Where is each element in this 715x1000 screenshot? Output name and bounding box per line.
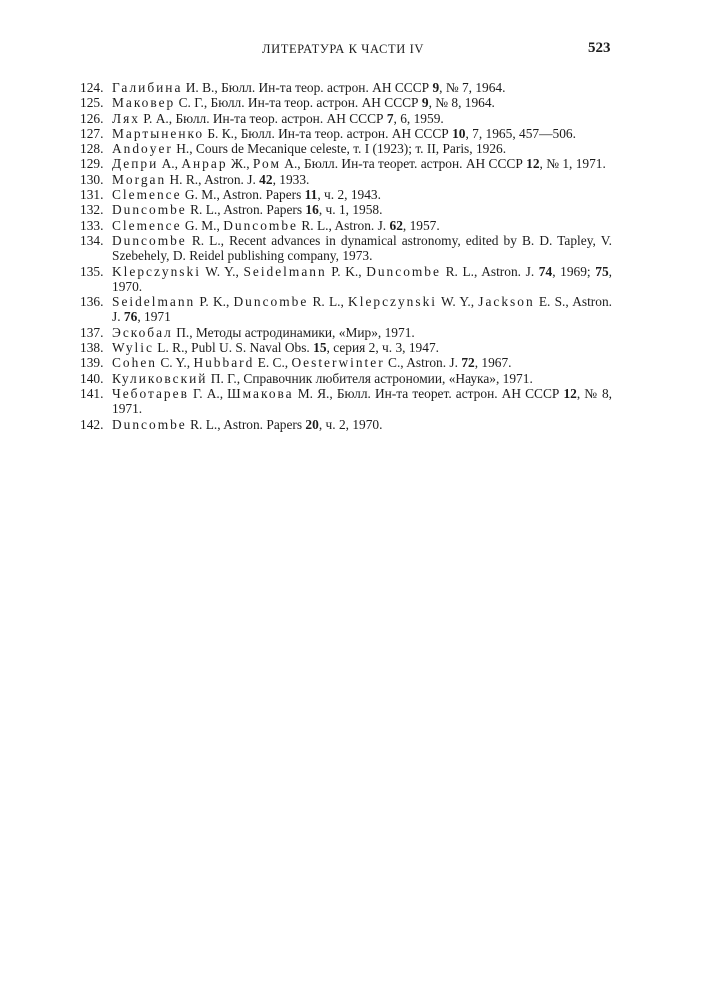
reference-author: Seidelmann [243, 263, 327, 279]
reference-volume: 16 [305, 202, 319, 218]
reference-number: 141. [80, 385, 104, 401]
reference-text: P. K., [195, 294, 234, 310]
reference-volume: 9 [432, 80, 440, 95]
reference-number: 135. [80, 263, 104, 279]
reference-text: W. Y., [200, 263, 244, 279]
page-number: 523 [588, 40, 611, 56]
reference-author: Morgan [112, 171, 167, 187]
reference-text: П., Методы астродинамики, «Мир», 1971. [172, 324, 415, 340]
reference-item [80, 141, 612, 156]
reference-text: , ч. 2, 1943. [317, 187, 381, 203]
reference-text: , 1971 [137, 309, 171, 325]
reference-text: П. Г., Справочник любителя астрономии, «Наука», 1971. [207, 370, 533, 386]
reference-item [80, 95, 612, 110]
reference-author: Andoyer [112, 141, 173, 157]
reference-author: Clemence [112, 187, 182, 203]
running-title: ЛИТЕРАТУРА К ЧАСТИ IV [262, 42, 424, 56]
reference-author: Duncombe [223, 217, 298, 233]
reference-volume: 62 [389, 217, 403, 233]
reference-text: R. L., Astron. J. [297, 217, 390, 233]
reference-text: , № 1, 1971. [539, 156, 606, 172]
reference-number: 128. [80, 141, 104, 157]
reference-text: , 1933. [272, 171, 310, 187]
reference-number: 136. [80, 294, 104, 310]
reference-text: E. S., Astron. J. [112, 294, 612, 325]
reference-volume: 10 [452, 125, 466, 141]
reference-number: 132. [80, 202, 104, 218]
reference-text: H. R., Astron. J. [166, 171, 260, 187]
reference-text: R. L., [308, 294, 349, 310]
reference-text: H., Cours de Mecanique celeste, т. I (1923); т. II, Paris, 1926. [172, 141, 507, 157]
reference-author: Галибина [112, 80, 183, 95]
reference-text: , № 8, 1964. [428, 95, 495, 111]
reference-text: , № 8, 1971. [112, 385, 612, 417]
reference-volume: 7 [386, 110, 394, 126]
reference-author: Oesterwinter [291, 355, 385, 371]
reference-number: 126. [80, 110, 104, 126]
reference-item [80, 80, 612, 95]
reference-text: , ч. 1, 1958. [318, 202, 383, 218]
reference-author: Duncombe [366, 263, 441, 279]
reference-text: , 1957. [402, 217, 440, 233]
reference-text: А., Бюлл. Ин-та теорет. астрон. АН СССР [280, 156, 527, 172]
reference-author: Маковер [112, 95, 176, 111]
reference-text: , серия 2, ч. 3, 1947. [326, 340, 439, 356]
reference-author: Куликовский [112, 370, 208, 386]
reference-volume: 76 [123, 309, 138, 325]
reference-item [80, 233, 612, 264]
reference-text: G. M., [181, 217, 224, 233]
reference-author: Ром [252, 156, 281, 172]
reference-text: , 6, 1959. [393, 110, 444, 126]
reference-item [80, 187, 612, 202]
reference-number: 127. [80, 125, 104, 141]
reference-number: 134. [80, 232, 104, 248]
reference-number: 140. [80, 370, 104, 386]
reference-author: Duncombe [233, 294, 309, 310]
reference-item [80, 325, 612, 340]
reference-author: Klepczynski [348, 294, 437, 310]
reference-text: , № 7, 1964. [439, 80, 506, 95]
reference-volume: 9 [421, 95, 429, 111]
reference-text: R. L., Recent advances in dynamical astronomy, edited by B. D. Tapley, V. Szebehely, D. Reidel publishing company, 1973. [112, 232, 612, 264]
reference-number: 137. [80, 324, 104, 340]
reference-text: E. C., [254, 355, 292, 371]
reference-text: , 7, 1965, 457—506. [465, 125, 576, 141]
reference-author: Duncombe [112, 416, 187, 432]
reference-text: , 1970. [112, 263, 613, 294]
reference-volume: 12 [563, 385, 577, 401]
reference-text: P. K., [326, 263, 367, 279]
reference-item [80, 386, 612, 417]
reference-author: Hubbard [193, 355, 255, 371]
reference-text: А., [158, 156, 182, 172]
reference-number: 130. [80, 171, 104, 187]
reference-volume: 15 [313, 340, 327, 356]
reference-volume: 20 [305, 416, 319, 432]
reference-text: И. В., Бюлл. Ин-та теор. астрон. АН СССР [182, 80, 433, 95]
reference-text: Б. К., Бюлл. Ин-та теор. астрон. АН СССР [204, 125, 453, 141]
reference-number: 125. [80, 95, 104, 111]
reference-author: Wylic [112, 340, 154, 356]
reference-author: Klepczynski [112, 263, 201, 279]
reference-volume: 72 [461, 355, 475, 371]
reference-number: 139. [80, 355, 104, 371]
reference-item [80, 340, 612, 355]
reference-text: , ч. 2, 1970. [318, 416, 383, 432]
reference-text: R. L., Astron. Papers [186, 416, 306, 432]
reference-author: Лях [112, 110, 140, 126]
reference-item [80, 371, 612, 386]
reference-text: R. L., Astron. Papers [186, 202, 306, 218]
reference-item [80, 355, 612, 370]
reference-author: Duncombe [112, 232, 187, 248]
reference-item [80, 111, 612, 126]
reference-item [80, 218, 612, 233]
reference-number: 142. [80, 416, 104, 432]
reference-text: Ж., [227, 156, 253, 172]
reference-volume: 42 [259, 171, 273, 187]
reference-volume: 74 [538, 263, 553, 279]
reference-text: C. Y., [156, 355, 194, 371]
reference-text: L. R., Publ U. S. Naval Obs. [153, 340, 314, 356]
reference-volume: 11 [304, 187, 318, 203]
reference-author: Депри [112, 156, 159, 172]
reference-text: Р. А., Бюлл. Ин-та теор. астрон. АН СССР [139, 110, 387, 126]
reference-volume: 75 [595, 263, 609, 279]
reference-text: , 1967. [474, 355, 512, 371]
reference-author: Анрар [181, 156, 228, 172]
reference-author: Чеботарев [112, 385, 189, 401]
reference-volume: 12 [526, 156, 540, 172]
reference-item [80, 156, 612, 171]
reference-author: Duncombe [112, 202, 187, 218]
reference-number: 138. [80, 340, 104, 356]
reference-author: Cohen [112, 355, 157, 371]
reference-number: 124. [80, 80, 104, 95]
reference-author: Clemence [112, 217, 182, 233]
reference-number: 129. [80, 156, 104, 172]
reference-author: Seidelmann [112, 294, 196, 310]
reference-text: , 1969; [552, 263, 596, 279]
reference-text: W. Y., [436, 294, 479, 310]
reference-list [80, 80, 612, 432]
reference-author: Шмакова [227, 385, 294, 401]
reference-text: R. L., Astron. J. [440, 263, 539, 279]
reference-author: Jackson [478, 294, 535, 310]
reference-number: 133. [80, 217, 104, 233]
reference-number: 131. [80, 187, 104, 203]
reference-item [80, 294, 612, 325]
reference-text: G. M., Astron. Papers [181, 187, 305, 203]
reference-item [80, 264, 612, 295]
reference-item [80, 417, 612, 432]
reference-item [80, 202, 612, 217]
reference-author: Эскобал [112, 324, 173, 340]
reference-item [80, 126, 612, 141]
reference-text: Г. А., [188, 385, 228, 401]
reference-item [80, 172, 612, 187]
reference-text: М. Я., Бюлл. Ин-та теорет. астрон. АН СССР [293, 385, 564, 401]
reference-text: C., Astron. J. [384, 355, 462, 371]
reference-author: Мартыненко [112, 125, 205, 141]
running-header [0, 42, 715, 62]
reference-text: С. Г., Бюлл. Ин-та теор. астрон. АН СССР [175, 95, 422, 111]
